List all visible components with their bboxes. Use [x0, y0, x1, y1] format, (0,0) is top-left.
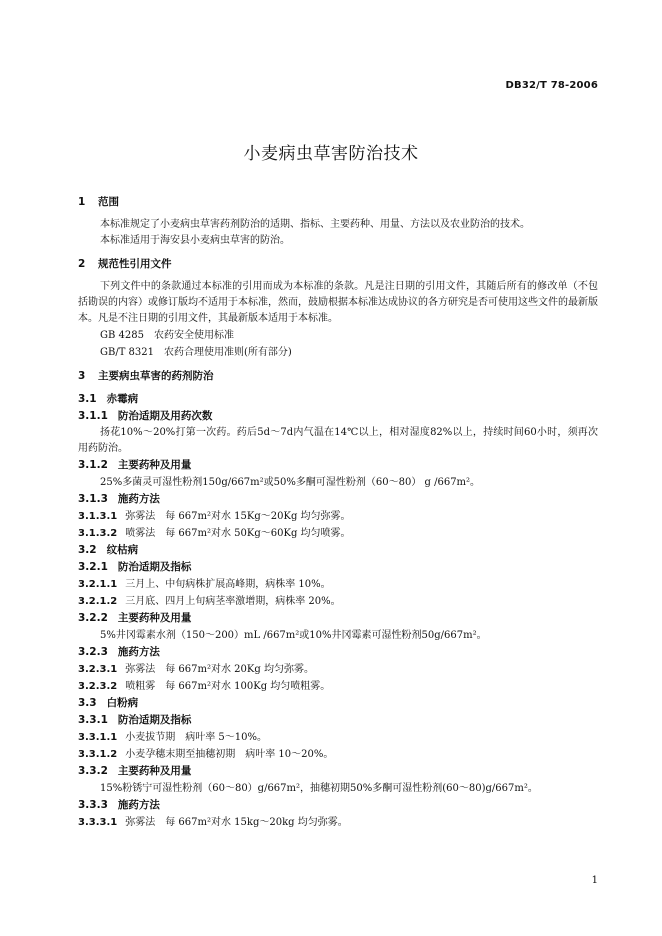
scope-paragraph-2: 本标准适用于海安县小麦病虫草害的防治。 — [100, 235, 290, 246]
subsection-title: 主要药种及用量 — [117, 612, 192, 624]
subsection-heading — [78, 457, 598, 474]
document-code: DB32/T 78-2006 — [505, 80, 598, 91]
subsection-title: 施药方法 — [117, 646, 160, 658]
clause-text: 三月上、中旬病株扩展高峰期，病株率 10%。 — [125, 579, 331, 590]
subsection-title: 主要药种及用量 — [117, 459, 192, 471]
subsection-heading — [78, 763, 598, 780]
subsection-heading — [78, 695, 598, 712]
subsection-heading — [78, 797, 598, 814]
clause-item — [78, 508, 598, 525]
subsection-number: 3.2.2 — [78, 612, 108, 624]
clause-text: 小麦孕穗末期至抽穗初期 病叶率 10～20%。 — [125, 749, 334, 760]
subsection-title: 施药方法 — [117, 799, 160, 811]
clause-number: 3.2.1.1 — [78, 579, 118, 590]
subsection-number: 3.3.1 — [78, 714, 108, 726]
subsection-number: 3.1 — [78, 393, 97, 405]
clause-text: 弥雾法 每 667m²对水 20Kg 均匀弥雾。 — [125, 664, 314, 675]
subsection-title: 施药方法 — [117, 493, 160, 505]
clause-number: 3.2.3.1 — [78, 664, 118, 675]
subsection-title: 防治适期及指标 — [117, 714, 192, 726]
subsection-title: 纹枯病 — [106, 544, 139, 556]
document-title: 小麦病虫草害防治技术 — [243, 144, 419, 164]
clause-text: 15%粉锈宁可湿性粉剂（60～80）g/667m²，抽穗初期50%多酮可湿性粉剂(60～80)g/667m²。 — [100, 783, 538, 794]
clause-number: 3.1.3.2 — [78, 528, 118, 539]
section-number: 2 — [78, 258, 86, 270]
reference-code: GB/T 8321 — [100, 347, 155, 358]
clause-text: 小麦拔节期 病叶率 5～10%。 — [125, 732, 268, 743]
clause-number: 3.3.3.1 — [78, 817, 118, 828]
subsection-number: 3.1.2 — [78, 459, 108, 471]
clause-text: 25%多菌灵可湿性粉剂150g/667m²或50%多酮可湿性粉剂（60～80） g /667m²。 — [100, 477, 481, 488]
section-title: 规范性引用文件 — [98, 258, 172, 270]
subsection-heading — [78, 644, 598, 661]
subsection-heading — [78, 610, 598, 627]
subsection-heading — [78, 391, 598, 408]
clause-text: 5%井冈霉素水剂（150～200）mL /667m²或10%井冈霉素可湿性粉剂50g/667m²。 — [100, 630, 487, 641]
subsection-heading — [78, 559, 598, 576]
subsection-title: 白粉病 — [106, 697, 139, 709]
clause-text: 喷粗雾 每 667m²对水 100Kg 均匀喷粗雾。 — [125, 681, 331, 692]
subsection-heading — [78, 491, 598, 508]
subsection-heading — [78, 712, 598, 729]
clause-text: 弥雾法 每 667m²对水 15Kg～20Kg 均匀弥雾。 — [125, 511, 351, 522]
clause-text: 扬花10%～20%打第一次药。药后5d～7d内气温在14℃以上，相对湿度82%以上，持续时间60小时，须再次用药防治。 — [78, 427, 598, 454]
section-3-heading — [78, 367, 598, 385]
subsection-heading — [78, 542, 598, 559]
section-2-heading — [78, 255, 598, 273]
clause-text: 三月底、四月上旬病茎率激增期，病株率 20%。 — [125, 596, 341, 607]
subsection-number: 3.3 — [78, 697, 97, 709]
clause-item — [78, 814, 598, 831]
clause-item — [78, 661, 598, 678]
subsection-number: 3.1.1 — [78, 410, 108, 422]
clause-number: 3.3.1.2 — [78, 749, 118, 760]
reference-code: GB 4285 — [100, 330, 144, 341]
scope-paragraph-1: 本标准规定了小麦病虫草害药剂防治的适期、指标、主要药种、用量、方法以及农业防治的技术。 — [100, 219, 530, 230]
clause-item — [78, 729, 598, 746]
section-1-heading — [78, 193, 598, 211]
clause-text: 弥雾法 每 667m²对水 15kg～20kg 均匀弥雾。 — [125, 817, 348, 828]
clause-number: 3.3.1.1 — [78, 732, 118, 743]
subsection-title: 防治适期及指标 — [117, 561, 192, 573]
clause-item — [78, 678, 598, 695]
clause-item — [78, 576, 598, 593]
subsection-number: 3.2.3 — [78, 646, 108, 658]
clause-item — [78, 746, 598, 763]
section-title: 主要病虫草害的药剂防治 — [98, 370, 214, 382]
clause-text: 喷雾法 每 667m²对水 50Kg～60Kg 均匀喷雾。 — [125, 528, 351, 539]
subsection-number: 3.3.3 — [78, 799, 108, 811]
clause-item — [78, 593, 598, 610]
reference-item — [78, 327, 598, 344]
clause-number: 3.1.3.1 — [78, 511, 118, 522]
section-title: 范围 — [98, 196, 119, 208]
subsection-title: 防治适期及用药次数 — [117, 410, 213, 422]
document-body — [78, 193, 598, 831]
subsection-title: 主要药种及用量 — [117, 765, 192, 777]
section-number: 1 — [78, 196, 86, 208]
subsection-heading — [78, 408, 598, 425]
clause-item — [78, 525, 598, 542]
page-number: 1 — [591, 875, 598, 886]
reference-title: 农药合理使用准则(所有部分) — [164, 347, 292, 358]
subsection-number: 3.2.1 — [78, 561, 108, 573]
reference-item — [78, 344, 598, 361]
normative-references-paragraph: 下列文件中的条款通过本标准的引用而成为本标准的条款。凡是注日期的引用文件，其随后所有的修改单（不包括勘误的内容）或修订版均不适用于本标准，然而，鼓励根据本标准达成协议的各方研究是否可使用这些文件的最新版本。凡是不注日期的引用文件，其最新版本适用于本标准。 — [78, 281, 598, 324]
subsection-number: 3.1.3 — [78, 493, 108, 505]
clause-number: 3.2.1.2 — [78, 596, 118, 607]
subsection-title: 赤霉病 — [106, 393, 139, 405]
section-number: 3 — [78, 370, 86, 382]
subsection-number: 3.2 — [78, 544, 97, 556]
subsection-number: 3.3.2 — [78, 765, 108, 777]
clause-number: 3.2.3.2 — [78, 681, 118, 692]
reference-title: 农药安全使用标准 — [153, 330, 234, 341]
